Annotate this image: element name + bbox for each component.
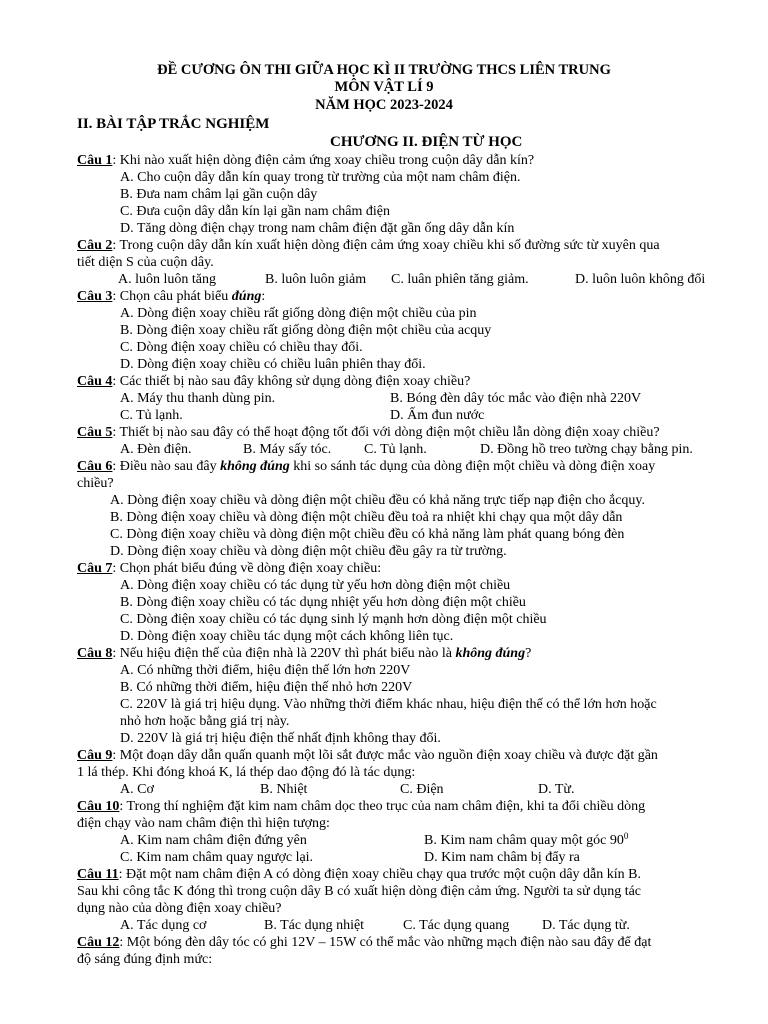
option: B. luôn luôn giảm (265, 272, 367, 287)
emphasis: không đúng (220, 459, 290, 474)
question-10 (77, 798, 645, 816)
question-4 (77, 373, 470, 391)
question-text: : Trong thí nghiệm đặt kim nam châm dọc theo trục của nam châm điện, khi ta đổi chiều dòng (119, 799, 646, 814)
question-number: Câu 6 (77, 459, 113, 474)
question-text: : Chọn phát biểu đúng về dòng điện xoay chiều: (112, 561, 382, 576)
option: D. Đồng hồ treo tường chạy bằng pin. (480, 442, 693, 457)
question-text-cont: Sau khi công tắc K đóng thì trong cuộn dây B có xuất hiện dòng điện cảm ứng. Người ta sử dụng tác (77, 884, 642, 899)
option: C. Tủ lạnh. (120, 408, 183, 423)
superscript: 0 (623, 831, 629, 841)
option: A. Cơ (120, 782, 154, 797)
option: B. Dòng điện xoay chiều rất giống dòng điện một chiều của acquy (120, 323, 492, 338)
option: C. Đưa cuộn dây dẫn kín lại gần nam châm điện (120, 204, 391, 219)
question-12 (77, 934, 651, 952)
chapter-heading: CHƯƠNG II. ĐIỆN TỪ HỌC (330, 134, 523, 150)
question-text-cont: độ sáng đúng định mức: (77, 952, 213, 967)
option: D. Từ. (538, 782, 575, 797)
option: A. Dòng điện xoay chiều rất giống dòng điện một chiều của pin (120, 306, 477, 321)
question-2 (77, 237, 660, 255)
emphasis: đúng (231, 289, 262, 304)
question-3: Câu 3: Chọn câu phát biểu đúng: (77, 289, 266, 304)
option: D. Kim nam châm bị đẩy ra (424, 850, 580, 865)
option: D. luôn luôn không đổi (575, 272, 706, 287)
option: D. 220V là giá trị hiệu điện thế nhất định không thay đổi. (120, 731, 441, 746)
question-number: Câu 4 (77, 374, 113, 389)
option: A. Dòng điện xoay chiều và dòng điện một chiều đều có khả năng trực tiếp nạp điện cho ắcquy. (110, 493, 646, 508)
question-7 (77, 560, 381, 578)
option: A. Cho cuộn dây dẫn kín quay trong từ trường của một nam châm điện. (120, 170, 521, 185)
option: C. Dòng điện xoay chiều và dòng điện một chiều đều có khả năng làm phát quang bóng đèn (110, 527, 625, 542)
question-text: : Các thiết bị nào sau đây không sử dụng dòng điện xoay chiều? (112, 374, 471, 389)
question-number: Câu 7 (77, 561, 113, 576)
option: D. Tăng dòng điện chạy trong nam châm điện đặt gần ống dây dẫn kín (120, 221, 515, 236)
option: C. luân phiên tăng giảm. (391, 272, 529, 287)
option: D. Dòng điện xoay chiều có chiều luân phiên thay đổi. (120, 357, 426, 372)
question-text: : Nếu hiệu điện thế của điện nhà là 220V thì phát biểu nào là (112, 646, 456, 661)
option: B. Máy sấy tóc. (243, 442, 332, 457)
question-text: : Một đoạn dây dẫn quấn quanh một lõi sắt được mắc vào nguồn điện xoay chiều và được đặt gần (112, 748, 658, 763)
question-text-cont: chiều? (77, 476, 114, 491)
option: D. Dòng điện xoay chiều tác dụng một cách không liên tục. (120, 629, 454, 644)
question-11 (77, 866, 641, 884)
doc-title: ĐỀ CƯƠNG ÔN THI GIỮA HỌC KÌ II TRƯỜNG THCS LIÊN TRUNG (157, 62, 611, 78)
option: B. Tác dụng nhiệt (264, 918, 365, 933)
question-text: : Khi nào xuất hiện dòng điện cảm ứng xoay chiều trong cuộn dây dẫn kín? (112, 153, 535, 168)
question-text: : Trong cuộn dây dẫn kín xuất hiện dòng điện cảm ứng xoay chiều khi số đường sức từ xuyên qua (112, 238, 660, 253)
option: A. Có những thời điểm, hiệu điện thế lớn hơn 220V (120, 663, 411, 678)
option: B. Đưa nam châm lại gần cuộn dây (120, 187, 318, 202)
option: D. Tác dụng từ. (542, 918, 630, 933)
question-text: : Điều nào sau đây (112, 459, 221, 474)
option: C. Dòng điện xoay chiều có tác dụng sinh lý mạnh hơn dòng điện một chiều (120, 612, 547, 627)
section-heading: II. BÀI TẬP TRẮC NGHIỆM (77, 116, 270, 132)
question-number: Câu 12 (77, 935, 120, 950)
question-text-cont: điện chạy vào nam châm điện thì hiện tượng: (77, 816, 330, 831)
option: A. Tác dụng cơ (120, 918, 207, 933)
option-cont: nhỏ hơn hoặc bằng giá trị này. (120, 714, 290, 729)
option: B. Dòng điện xoay chiều có tác dụng nhiệt yếu hơn dòng điện một chiều (120, 595, 526, 610)
doc-subject: MÔN VẬT LÍ 9 (334, 79, 434, 95)
question-number: Câu 1 (77, 153, 113, 168)
option: B. Kim nam châm quay một góc $90^0$ (424, 831, 629, 848)
question-9 (77, 747, 658, 765)
question-text: : Thiết bị nào sau đây có thể hoạt động tốt đối với dòng điện một chiều lẫn dòng điện xoay chiều? (112, 425, 660, 440)
option: A. Dòng điện xoay chiều có tác dụng từ yếu hơn dòng điện một chiều (120, 578, 511, 593)
question-8: Câu 8: Nếu hiệu điện thế của điện nhà là 220V thì phát biểu nào là không đúng? (77, 646, 532, 661)
option: C. Tác dụng quang (403, 918, 510, 933)
question-text-cont: dụng nào của dòng điện xoay chiều? (77, 901, 282, 916)
option: C. 220V là giá trị hiệu dụng. Vào những thời điểm khác nhau, hiệu điện thế có thể lớn hơn hoặc (120, 697, 657, 712)
option: B. Bóng đèn dây tóc mắc vào điện nhà 220V (390, 391, 642, 406)
question-text-cont: 1 lá thép. Khi đóng khoá K, lá thép dao động đó là tác dụng: (77, 765, 416, 780)
option: C. Điện (400, 782, 444, 797)
option: A. Máy thu thanh dùng pin. (120, 391, 276, 406)
question-number: Câu 11 (77, 867, 119, 882)
option: B. Nhiệt (260, 782, 308, 797)
option: D. Dòng điện xoay chiều và dòng điện một chiều đều gây ra từ trường. (110, 544, 507, 559)
emphasis: không đúng (455, 646, 526, 661)
option: A. Đèn điện. (120, 442, 192, 457)
question-number: Câu 8 (77, 646, 113, 661)
question-number: Câu 2 (77, 238, 113, 253)
question-number: Câu 3 (77, 289, 113, 304)
question-text: : Đặt một nam châm điện A có dòng điện xoay chiều chạy qua trước một cuộn dây dẫn kín B. (118, 867, 641, 882)
question-number: Câu 5 (77, 425, 113, 440)
option: C. Dòng điện xoay chiều có chiều thay đổi. (120, 340, 363, 355)
option: C. Tủ lạnh. (364, 442, 427, 457)
option: B. Dòng điện xoay chiều và dòng điện một chiều đều toả ra nhiệt khi chạy qua một dây dẫn (110, 510, 623, 525)
option: B. Có những thời điểm, hiệu điện thế nhỏ hơn 220V (120, 680, 413, 695)
question-5 (77, 424, 660, 442)
option: C. Kim nam châm quay ngược lại. (120, 850, 314, 865)
question-text-cont: tiết diện S của cuộn dây. (77, 255, 214, 270)
question-number: Câu 10 (77, 799, 120, 814)
doc-year: NĂM HỌC 2023-2024 (315, 97, 453, 113)
question-number: Câu 9 (77, 748, 113, 763)
option: A. luôn luôn tăng (118, 272, 216, 287)
question-text: : Một bóng đèn dây tóc có ghi 12V – 15W có thể mắc vào những mạch điện nào sau đây để đạt (119, 935, 652, 950)
question-6: Câu 6: Điều nào sau đây không đúng khi so sánh tác dụng của dòng điện một chiều và dòng điện xoay (77, 459, 656, 474)
question-text: : Chọn câu phát biểu (112, 289, 232, 304)
option: D. Ấm đun nước (390, 408, 485, 423)
option: A. Kim nam châm điện đứng yên (120, 833, 307, 848)
question-1 (77, 152, 534, 170)
